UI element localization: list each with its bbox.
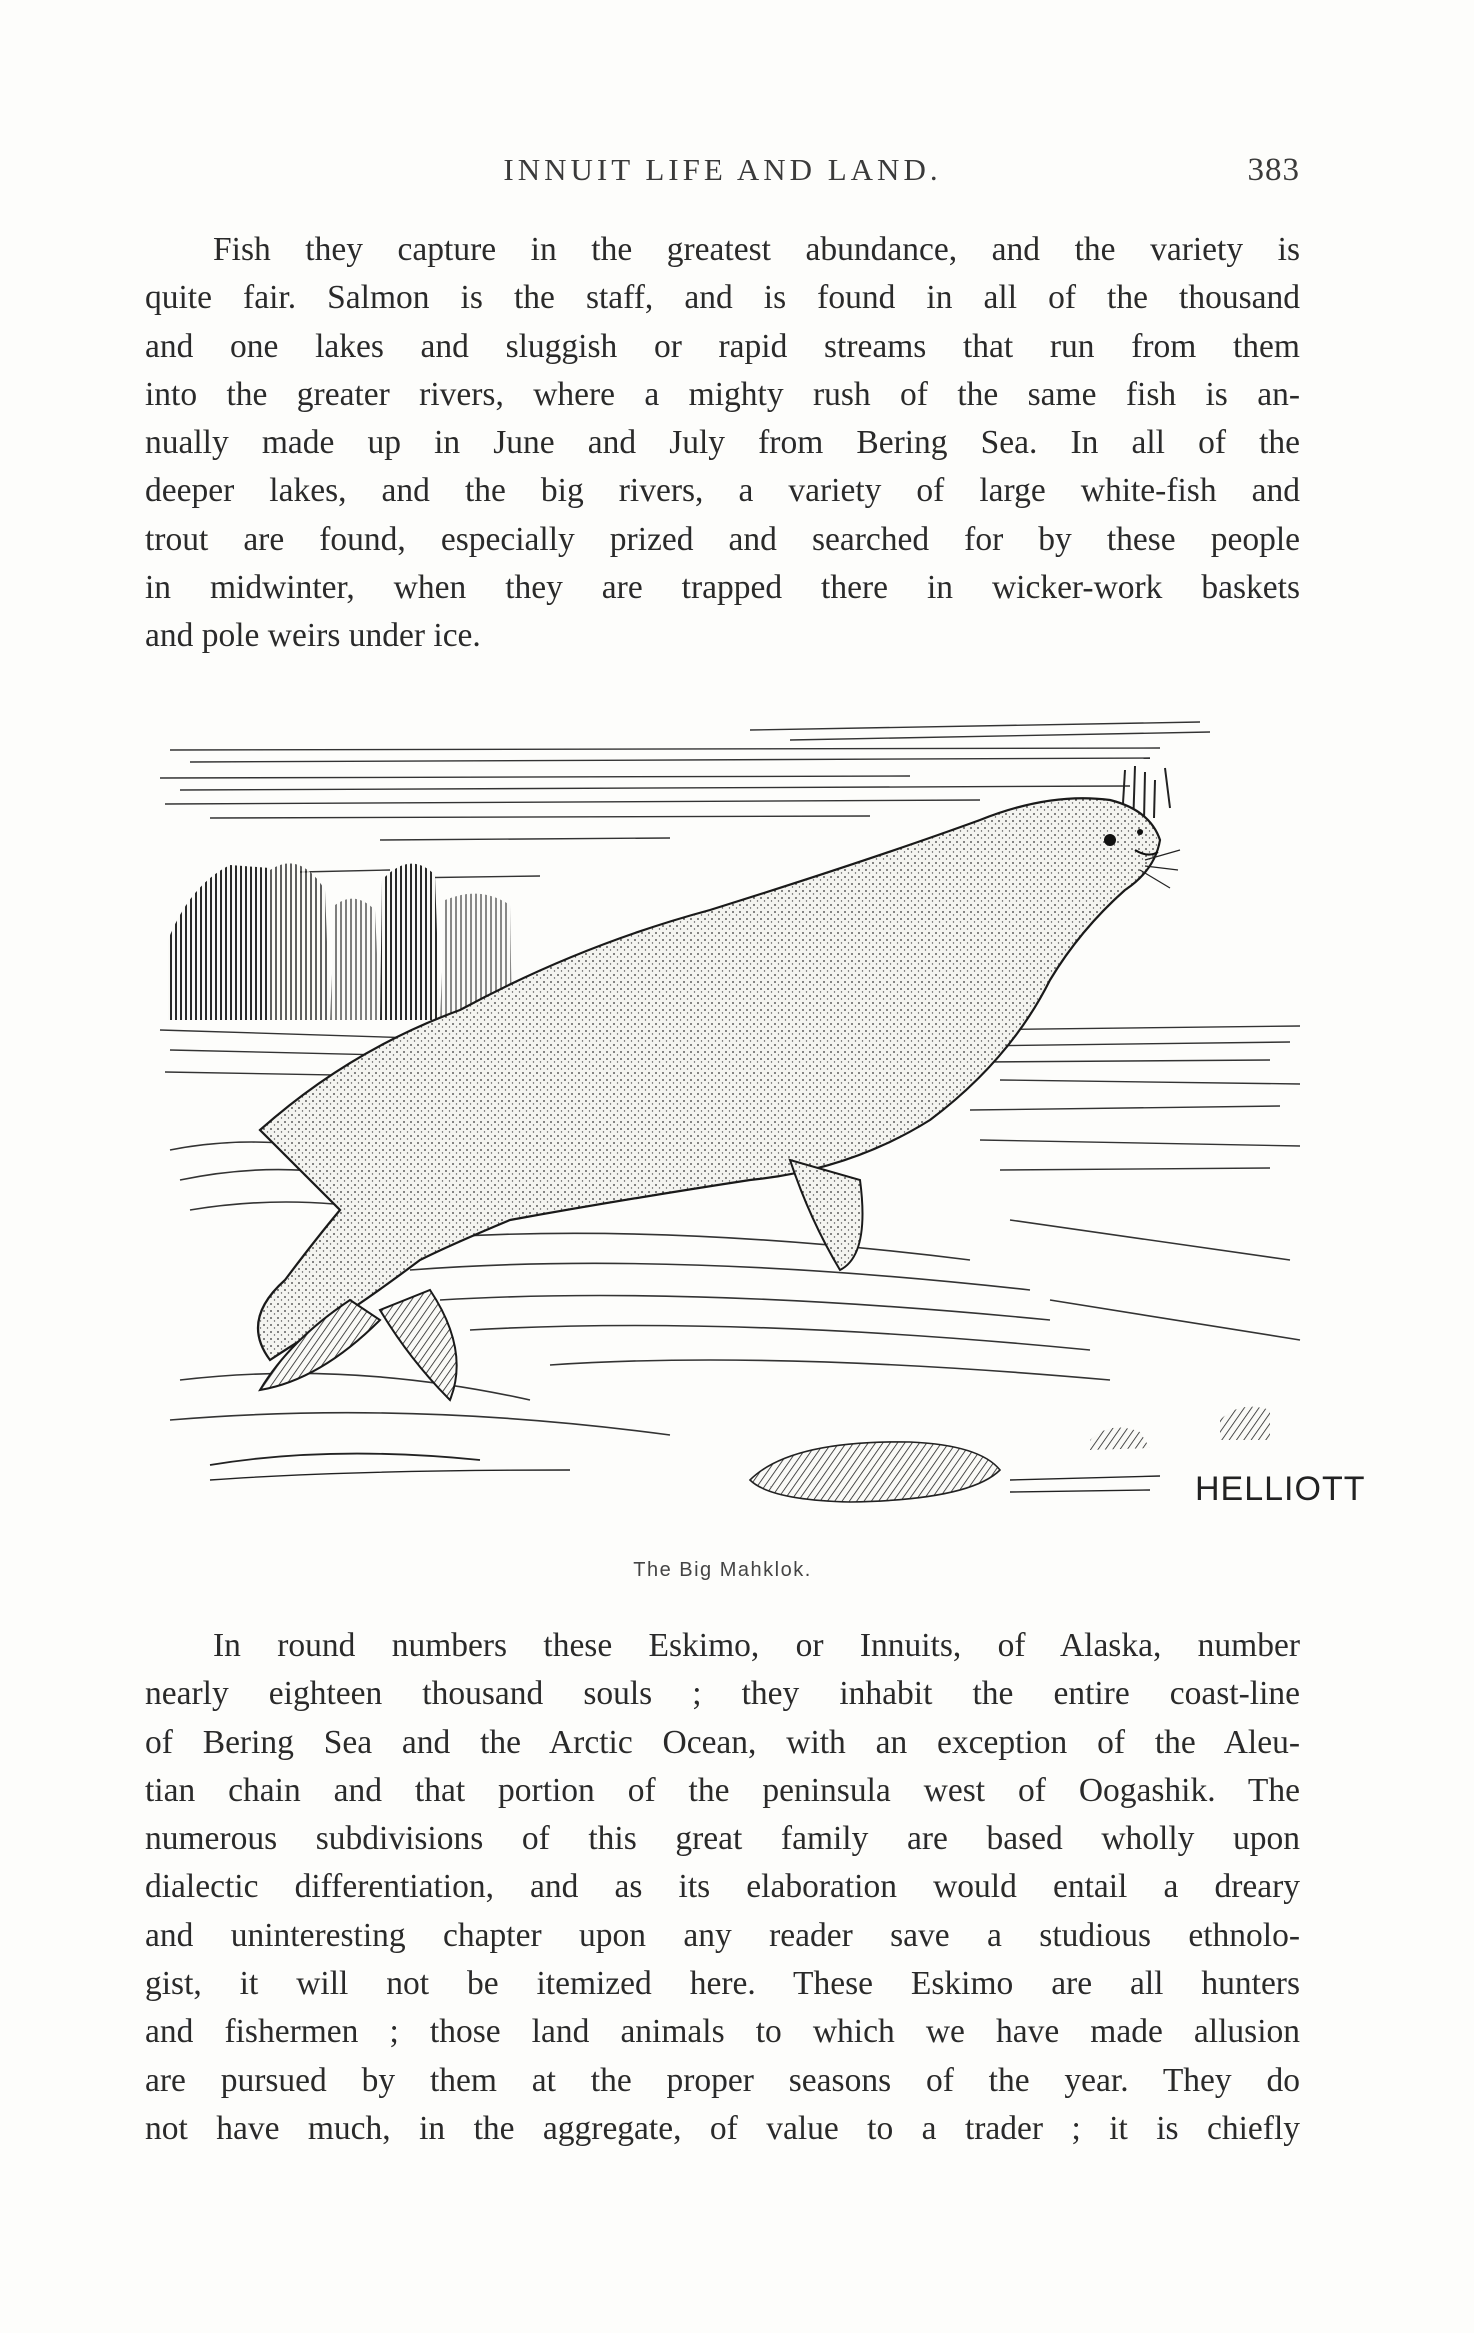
text-line: nearly eighteen thousand souls ; they inhabit the entire coast-line [145,1675,1300,1713]
ice-floe [210,1407,1270,1502]
paragraph-fish [145,226,1300,661]
text-line: and fishermen ; those land animals to which we have made allusion [145,2013,1300,2051]
figure-caption: The Big Mahklok. [633,1559,812,1581]
engraver-signature: HELLIOTT [1195,1470,1366,1508]
text-line: nually made up in June and July from Bering Sea. In all of the [145,424,1300,462]
text-line: dialectic differentiation, and as its elaboration would entail a dreary [145,1868,1300,1906]
text-line: and uninteresting chapter upon any reader save a studious ethnolo- [145,1916,1300,1954]
running-head [145,152,1300,198]
text-line: deeper lakes, and the big rivers, a variety of large white-fish and [145,472,1300,510]
text-line: not have much, in the aggregate, of value to a trader ; it is chiefly [145,2109,1300,2147]
text-line: gist, it will not be itemized here. These Eskimo are all hunters [145,1965,1300,2003]
running-title: INNUIT LIFE AND LAND. [503,152,942,187]
text-line: are pursued by them at the proper seasons of the year. They do [145,2061,1300,2099]
text-line: tian chain and that portion of the peninsula west of Oogashik. The [145,1771,1300,1809]
text-line: Fish they capture in the greatest abundance, and the variety is [213,231,1300,268]
text-line: in midwinter, when they are trapped there in wicker-work baskets [145,569,1300,607]
text-line: numerous subdivisions of this great family are based wholly upon [145,1820,1300,1858]
ice-hummocks [168,863,512,1020]
text-line: and pole weirs under ice. [145,617,481,655]
text-line: quite fair. Salmon is the staff, and is found in all of the thousand [145,279,1300,317]
text-line: into the greater rivers, where a mighty rush of the same fish is an- [145,375,1300,413]
page-number: 383 [1247,152,1300,188]
seal-eye [1104,834,1116,846]
paragraph-eskimo [145,1622,1300,2153]
text-line: In round numbers these Eskimo, or Innuits, of Alaska, number [213,1627,1300,1664]
text-line: of Bering Sea and the Arctic Ocean, with an exception of the Aleu- [145,1723,1300,1761]
text-line: and one lakes and sluggish or rapid streams that run from them [145,327,1300,365]
seal-engraving [150,700,1366,1550]
text-line: trout are found, especially prized and searched for by these people [145,520,1300,558]
seal-engraving-art [150,700,1366,1550]
